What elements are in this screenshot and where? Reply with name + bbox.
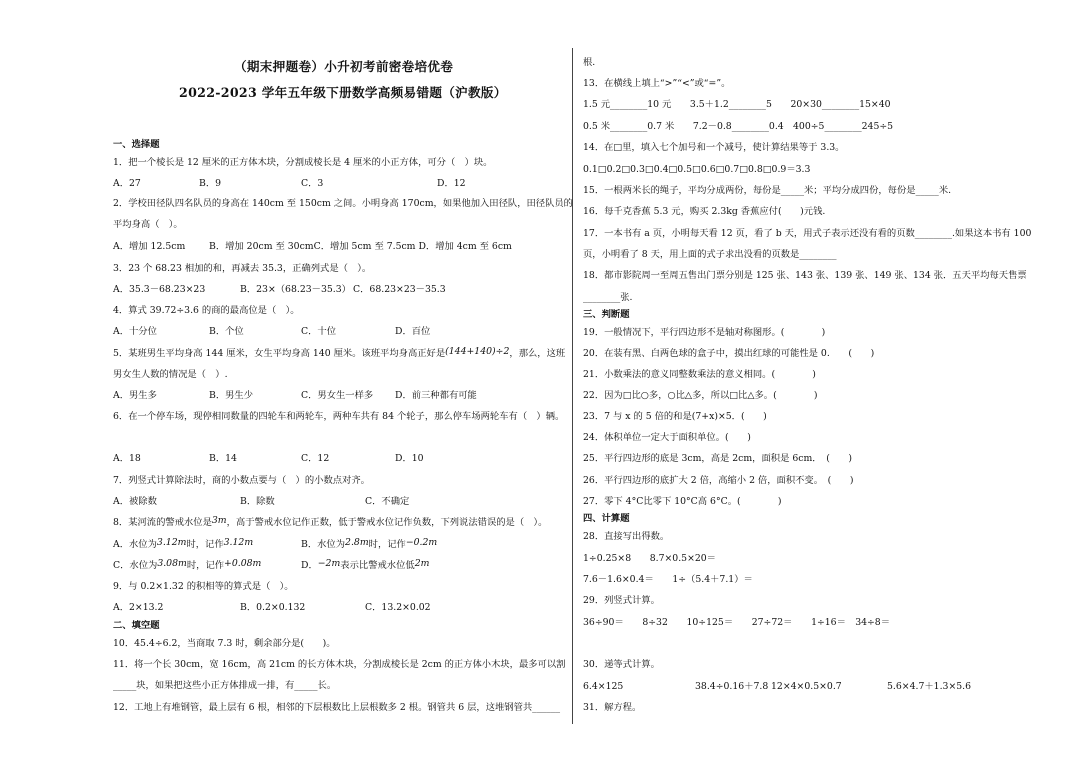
option-4a: A．十分位	[113, 326, 157, 337]
option-8a-t2: 3.12m	[156, 537, 187, 548]
option-7c: C．不确定	[365, 496, 410, 507]
question-13: 13．在横线上填上“>”“<”或“=”。	[583, 78, 731, 89]
question-28: 28．直接写出得数。	[583, 531, 670, 542]
question-5-end: ，那么，这班	[509, 348, 566, 359]
option-8d-t3: 表示比警戒水位低	[340, 560, 415, 571]
question-30-d: 5.6×4.7＋1.3×5.6	[887, 681, 972, 692]
option-8c-t3: 时，记作	[186, 560, 225, 571]
page-title: （期末押题卷）小升初考前密卷培优卷	[234, 59, 454, 74]
column-divider	[572, 48, 573, 724]
question-10: 10．45.4÷6.2，当商取 7.3 时，剩余部分是( )。	[113, 638, 336, 649]
option-6c: C．12	[301, 453, 330, 464]
option-8a-t3: 时，记作	[186, 539, 224, 550]
option-8d	[301, 560, 429, 572]
option-1d: D．12	[437, 178, 466, 189]
question-5-cont: 男女生人数的情况是（ ）.	[113, 369, 228, 380]
question-2: 2．学校田径队四名队员的身高在 140cm 至 150cm 之间。小明身高 170cm，如果他加入田径队，田径队员的	[113, 198, 573, 209]
question-12-cont: 根.	[583, 57, 596, 68]
option-8d-t1: D．	[301, 560, 318, 571]
option-8b-t3: 时，记作	[368, 539, 406, 550]
option-3c: C．68.23×23－35.3	[353, 284, 446, 295]
question-14-expr: 0.1□0.2□0.3□0.4□0.5□0.6□0.7□0.8□0.9＝3.3	[583, 164, 811, 175]
question-7: 7．列竖式计算除法时，商的小数点要与（ ）的小数点对齐。	[113, 475, 370, 486]
question-5-text: 5．某班男生平均身高 144 厘米，女生平均身高 140 厘米。该班平均身高正好是	[113, 348, 446, 359]
question-8-end: ，高于警戒水位记作正数，低于警戒水位记作负数，下列说法错误的是（ ）。	[226, 517, 548, 528]
question-9: 9．与 0.2×1.32 的积相等的算式是（ ）。	[113, 581, 294, 592]
question-21: 21．小数乘法的意义同整数乘法的意义相同。( )	[583, 369, 816, 380]
option-5c: C．男女生一样多	[301, 390, 374, 401]
question-30: 30．递等式计算。	[583, 659, 660, 670]
question-20: 20．在装有黑、白两色球的盒子中，摸出红球的可能性是 0. ( )	[583, 348, 875, 359]
question-15: 15．一根两米长的绳子，平均分成两份，每份是_____米；平均分成四份，每份是_____米.	[583, 185, 952, 196]
question-30-c: 12×4×0.5×0.7	[771, 681, 842, 692]
question-28-row2: 7.6－1.6×0.4＝ 1÷（5.4＋7.1）＝	[583, 574, 753, 585]
question-2-cont: 平均身高（ ）。	[113, 219, 183, 230]
question-31: 31．解方程。	[583, 702, 642, 713]
option-8b-t1: B．水位为	[301, 539, 346, 550]
option-5b: B．男生少	[209, 390, 254, 401]
question-8	[113, 517, 547, 529]
question-3: 3．23 个 68.23 相加的和，再减去 35.3，正确列式是（ ）。	[113, 263, 372, 274]
option-8b-t4: −0.2m	[405, 537, 438, 548]
option-9b: B．0.2×0.132	[240, 602, 306, 613]
option-8c	[113, 560, 261, 572]
question-14: 14．在□里，填入七个加号和一个减号，使计算结果等于 3.3。	[583, 142, 845, 153]
option-9a: A．2×13.2	[113, 602, 164, 613]
option-7a: A．被除数	[113, 496, 157, 507]
question-27: 27．零下 4°C比零下 10°C高 6°C。( )	[583, 496, 782, 507]
option-6d: D．10	[395, 453, 424, 464]
option-1b: B．9	[199, 178, 222, 189]
option-8c-t4: +0.08m	[224, 558, 262, 569]
section-heading-choice: 一、选择题	[113, 139, 160, 150]
question-4: 4．算式 39.72÷3.6 的商的最高位是（ ）。	[113, 305, 300, 316]
question-26: 26．平行四边形的底扩大 2 倍，高缩小 2 倍，面积不变。 ( )	[583, 475, 854, 486]
option-9c: C．13.2×0.02	[365, 602, 431, 613]
option-8c-t1: C．水位为	[113, 560, 158, 571]
question-11-cont: _____块，如果把这些小正方体排成一排，有_____长。	[113, 680, 337, 691]
option-6b: B．14	[209, 453, 237, 464]
question-18: 18．都市影院周一至周五售出门票分别是 125 张、143 张、139 张、149 张、134 张．五天平均每天售票	[583, 270, 1027, 281]
option-6a: A．18	[113, 453, 141, 464]
question-6: 6．在一个停车场，现停相同数量的四轮车和两轮车，两种车共有 84 个轮子，那么停车场两轮车有（ ）辆。	[113, 411, 565, 422]
option-5d: D．前三种都有可能	[395, 390, 477, 401]
option-8b-t2: 2.8m	[345, 537, 369, 548]
question-19: 19．一般情况下，平行四边形不是轴对称图形。( )	[583, 327, 826, 338]
question-13-row2: 0.5 米________0.7 米 7.2－0.8________0.4 400÷5________245÷5	[583, 121, 894, 132]
option-5a: A．男生多	[113, 390, 157, 401]
section-heading-fill: 二、填空题	[113, 620, 160, 631]
question-23: 23．7 与 x 的 5 倍的和是(7+x)×5．( )	[583, 411, 767, 422]
option-8b	[301, 539, 437, 551]
option-4d: D．百位	[395, 326, 431, 337]
option-2a: A．增加 12.5cm	[113, 241, 186, 252]
option-8d-t4: 2m	[414, 558, 430, 569]
question-11: 11．将一个长 30cm，宽 16cm，高 21cm 的长方体木块，分割成棱长是 2cm 的正方体小木块，最多可以割	[113, 659, 566, 670]
option-8c-t2: 3.08m	[157, 558, 187, 569]
question-13-row1: 1.5 元________10 元 3.5＋1.2________5 20×30________15×40	[583, 99, 891, 110]
question-25: 25．平行四边形的底是 3cm，高是 2cm，面积是 6cm． ( )	[583, 453, 853, 464]
options-2bcd: B．增加 20cm 至 30cmC．增加 5cm 至 7.5cm D．增加 4cm 至 6cm	[209, 241, 512, 252]
question-5-formula: (144+140)÷2	[445, 346, 510, 357]
option-3b: B．23×（68.23－35.3）	[240, 284, 351, 295]
question-22: 22．因为□比○多，○比△多，所以□比△多。( )	[583, 390, 818, 401]
question-28-row1: 1÷0.25×8 8.7×0.5×20＝	[583, 553, 716, 564]
option-3a: A．35.3－68.23×23	[113, 284, 206, 295]
option-1a: A．27	[113, 178, 141, 189]
option-1c: C．3	[301, 178, 324, 189]
page-subtitle: 2022-2023 学年五年级下册数学高频易错题（沪教版）	[179, 85, 507, 100]
option-8a-t4: 3.12m	[223, 537, 254, 548]
section-heading-calc: 四、计算题	[583, 513, 630, 524]
question-18-cont: ________张.	[583, 292, 633, 303]
section-heading-judge: 三、判断题	[583, 309, 630, 320]
question-1: 1．把一个棱长是 12 厘米的正方体木块，分割成棱长是 4 厘米的小正方体，可分（ ）块。	[113, 157, 493, 168]
question-12: 12．工地上有堆钢管，最上层有 6 根，相邻的下层根数比上层根数多 2 根。钢管共 6 层，这堆钢管共______	[113, 702, 561, 713]
question-24: 24．体积单位一定大于面积单位。( )	[583, 432, 751, 443]
question-30-a: 6.4×125	[583, 681, 624, 692]
question-30-b: 38.4÷0.16＋7.8	[695, 681, 769, 692]
option-4b: B．个位	[209, 326, 244, 337]
question-17-cont: 页，小明看了 8 天，用上面的式子求出没看的页数是________	[583, 249, 837, 260]
question-29-row: 36÷90＝ 8÷32 10÷125＝ 27÷72＝ 1÷16＝ 34÷8＝	[583, 617, 891, 628]
option-8a	[113, 539, 253, 551]
question-16: 16．每千克香蕉 5.3 元，购买 2.3kg 香蕉应付( )元钱.	[583, 206, 826, 217]
option-8d-t2: −2m	[317, 558, 341, 569]
option-4c: C．十位	[301, 326, 337, 337]
question-8-text: 8．某河流的警戒水位是	[113, 517, 212, 528]
question-5	[113, 348, 565, 360]
option-7b: B．除数	[240, 496, 275, 507]
question-29: 29．列竖式计算。	[583, 595, 660, 606]
question-8-level: 3m	[211, 515, 227, 526]
option-8a-t1: A．水位为	[113, 539, 157, 550]
question-17: 17．一本书有 a 页，小明每天看 12 页，看了 b 天，用式子表示还没有看的页数________.如果这本书有 100	[583, 228, 1032, 239]
